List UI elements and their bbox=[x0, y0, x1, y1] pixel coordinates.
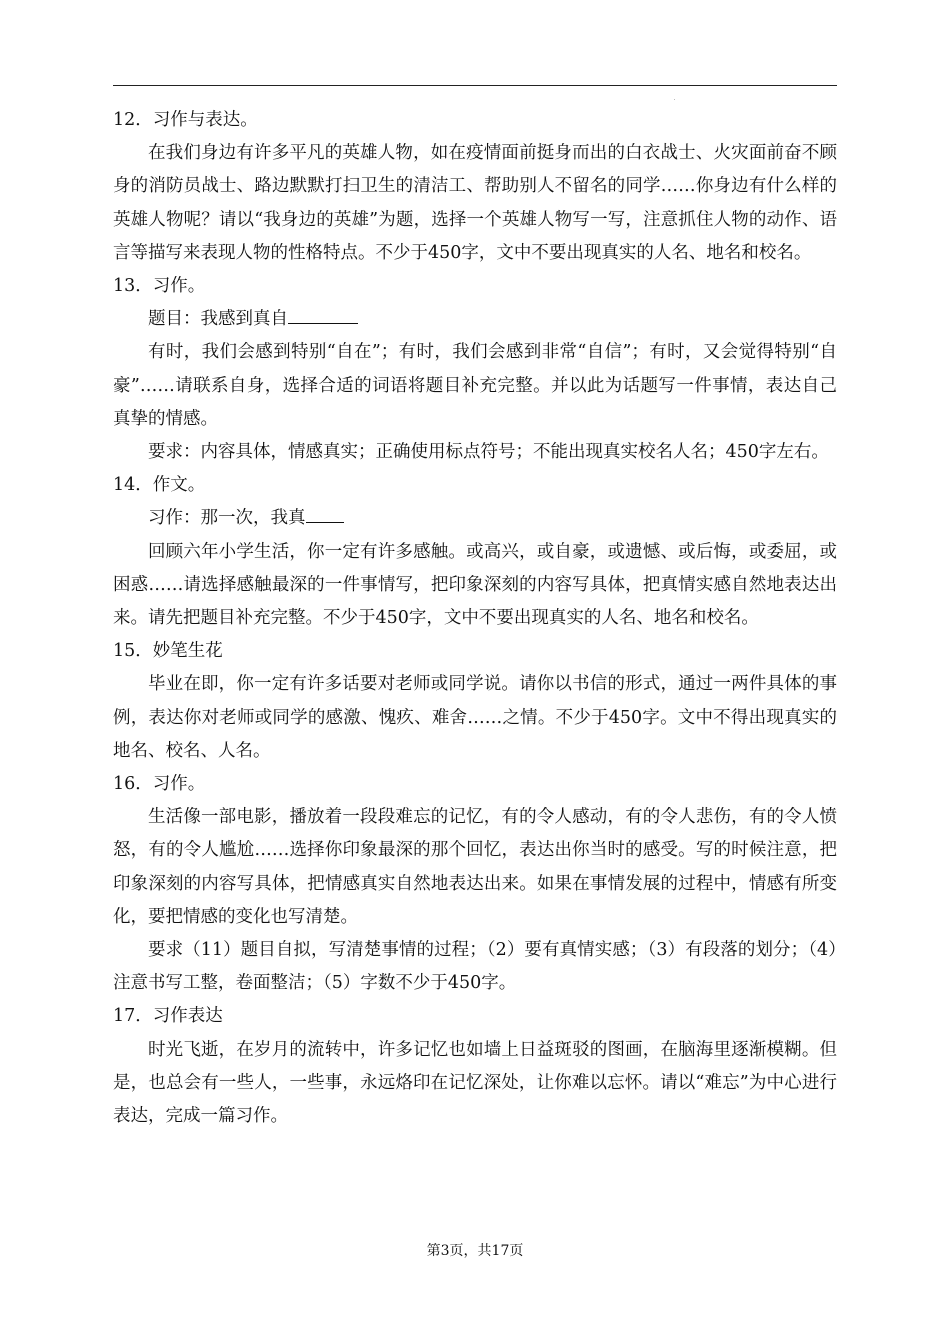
question-17 bbox=[113, 1000, 837, 1133]
question-12 bbox=[113, 104, 837, 270]
essay-title-line bbox=[113, 502, 837, 535]
question-prompt: 时光飞逝，在岁月的流转中，许多记忆也如墙上日益斑驳的图画，在脑海里逐渐模糊。但是，也总会有一些人，一些事，永远烙印在记忆深处，让你难以忘怀。请以“难忘”为中心进行表达，完成一篇习作。 bbox=[113, 1039, 837, 1127]
question-prompt: 在我们身边有许多平凡的英雄人物，如在疫情面前挺身而出的白衣战士、火灾面前奋不顾身的消防员战士、路边默默打扫卫生的清洁工、帮助别人不留名的同学……你身边有什么样的英雄人物呢？请以“我身边的英雄”为题，选择一个英雄人物写一写，注意抓住人物的动作、语言等描写来表现人物的性格特点。不少于450字，文中不要出现真实的人名、地名和校名。 bbox=[113, 143, 837, 263]
question-prompt: 生活像一部电影，播放着一段段难忘的记忆，有的令人感动，有的令人悲伤，有的令人愤怒，有的令人尴尬……选择你印象最深的那个回忆，表达出你当时的感受。写的时候注意，把印象深刻的内容写具体，把情感真实自然地表达出来。如果在事情发展的过程中，情感有所变化，要把情感的变化也写清楚。 bbox=[113, 807, 837, 927]
question-16 bbox=[113, 768, 837, 1000]
question-heading: 14．作文。 bbox=[113, 475, 206, 496]
essay-title-text: 题目：我感到真自 bbox=[148, 309, 288, 330]
question-requirements: 要求（11）题目自拟，写清楚事情的过程；（2）要有真情实感；（3）有段落的划分；（4）注意书写工整，卷面整洁；（5）字数不少于450字。 bbox=[113, 940, 837, 994]
fill-in-blank bbox=[288, 305, 358, 324]
question-heading: 17．习作表达 bbox=[113, 1006, 223, 1027]
page-content bbox=[113, 104, 837, 1133]
essay-title-text: 习作：那一次，我真 bbox=[148, 508, 306, 529]
question-prompt: 毕业在即，你一定有许多话要对老师或同学说。请你以书信的形式，通过一两件具体的事例，表达你对老师或同学的感激、愧疚、难舍……之情。不少于450字。文中不得出现真实的地名、校名、人名。 bbox=[113, 674, 837, 761]
essay-title-line bbox=[113, 303, 837, 336]
question-13 bbox=[113, 270, 837, 469]
header-rule bbox=[113, 85, 837, 86]
question-heading: 15．妙笔生花 bbox=[113, 641, 223, 662]
question-requirements: 要求：内容具体，情感真实；正确使用标点符号；不能出现真实校名人名；450字左右。 bbox=[148, 442, 829, 463]
question-15 bbox=[113, 635, 837, 768]
page-number-footer: 第3页，共17页 bbox=[426, 1243, 524, 1259]
question-heading: 16．习作。 bbox=[113, 774, 206, 795]
question-14 bbox=[113, 469, 837, 635]
scan-speck bbox=[674, 99, 675, 100]
question-heading: 12．习作与表达。 bbox=[113, 110, 258, 130]
question-prompt: 回顾六年小学生活，你一定有许多感触。或高兴，或自豪，或遗憾、或后悔，或委屈，或困惑……请选择感触最深的一件事情写，把印象深刻的内容写具体，把真情实感自然地表达出来。请先把题目补充完整。不少于450字，文中不要出现真实的人名、地名和校名。 bbox=[113, 541, 837, 629]
question-heading: 13．习作。 bbox=[113, 276, 206, 297]
fill-in-blank bbox=[306, 504, 344, 523]
question-prompt: 有时，我们会感到特别“自在”；有时，我们会感到非常“自信”；有时，又会觉得特别“自豪”……请联系自身，选择合适的词语将题目补充完整。并以此为话题写一件事情，表达自己真挚的情感。 bbox=[113, 342, 837, 429]
